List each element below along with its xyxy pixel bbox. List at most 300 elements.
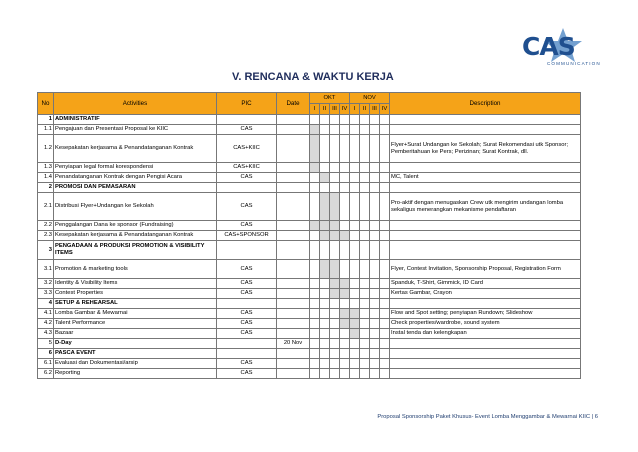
section-row xyxy=(38,349,581,359)
week-cell xyxy=(330,173,340,183)
section-title: PASCA EVENT xyxy=(54,349,217,359)
pic-cell xyxy=(217,241,277,260)
date-cell xyxy=(277,193,310,221)
week-header: IV xyxy=(380,104,390,115)
week-cell-active xyxy=(330,260,340,279)
week-cell xyxy=(370,329,380,339)
row-number: 5 xyxy=(38,339,54,349)
description-cell xyxy=(390,339,581,349)
week-cell-active xyxy=(330,279,340,289)
date-cell xyxy=(277,115,310,125)
table-row xyxy=(38,279,581,289)
section-heading: V. RENCANA & WAKTU KERJA xyxy=(232,71,394,83)
week-cell xyxy=(340,349,350,359)
week-cell xyxy=(310,359,320,369)
week-cell xyxy=(380,260,390,279)
week-cell xyxy=(360,193,370,221)
pic-cell: CAS xyxy=(217,359,277,369)
col-header-description: Description xyxy=(390,93,581,115)
week-cell xyxy=(310,241,320,260)
week-cell xyxy=(350,359,360,369)
week-cell xyxy=(360,289,370,299)
week-cell xyxy=(380,221,390,231)
week-cell xyxy=(380,349,390,359)
section-row xyxy=(38,183,581,193)
week-cell-active xyxy=(320,193,330,221)
table-row xyxy=(38,260,581,279)
week-cell xyxy=(320,163,330,173)
week-cell xyxy=(350,135,360,163)
week-cell xyxy=(340,339,350,349)
week-cell xyxy=(370,369,380,379)
brand-tagline: COMMUNICATION xyxy=(547,61,601,66)
week-cell xyxy=(370,359,380,369)
section-row xyxy=(38,299,581,309)
date-cell xyxy=(277,329,310,339)
week-cell xyxy=(360,319,370,329)
week-cell-active xyxy=(310,135,320,163)
week-cell xyxy=(370,115,380,125)
week-cell xyxy=(340,359,350,369)
date-cell xyxy=(277,289,310,299)
week-cell xyxy=(360,279,370,289)
date-cell xyxy=(277,163,310,173)
description-cell xyxy=(390,359,581,369)
week-cell xyxy=(350,163,360,173)
table-row xyxy=(38,231,581,241)
pic-cell: CAS xyxy=(217,319,277,329)
week-cell-active xyxy=(320,173,330,183)
row-number: 6.2 xyxy=(38,369,54,379)
table-row xyxy=(38,369,581,379)
week-cell xyxy=(370,183,380,193)
table-row xyxy=(38,173,581,183)
activity-cell: Kesepakatan kerjasama & Penandatanganan Kontrak xyxy=(54,231,217,241)
week-cell-active xyxy=(330,289,340,299)
week-cell xyxy=(330,359,340,369)
week-cell xyxy=(370,173,380,183)
week-cell xyxy=(360,125,370,135)
description-cell: Spanduk, T-Shirt, Gimmick, ID Card xyxy=(390,279,581,289)
week-cell xyxy=(340,369,350,379)
description-cell: Flow and Spot setting; penyiapan Rundown; Slideshow xyxy=(390,309,581,319)
date-cell xyxy=(277,135,310,163)
table-row xyxy=(38,359,581,369)
activity-cell: Penggalangan Dana ke sponsor (Fundraising) xyxy=(54,221,217,231)
week-cell-active xyxy=(310,221,320,231)
row-number: 4 xyxy=(38,299,54,309)
date-cell xyxy=(277,125,310,135)
week-cell xyxy=(360,359,370,369)
week-cell xyxy=(380,289,390,299)
date-cell xyxy=(277,260,310,279)
week-cell-active xyxy=(340,319,350,329)
pic-cell: CAS xyxy=(217,125,277,135)
pic-cell xyxy=(217,115,277,125)
activity-cell: Talent Performance xyxy=(54,319,217,329)
table-row xyxy=(38,339,581,349)
week-cell xyxy=(310,260,320,279)
description-cell: Flyer+Surat Undangan ke Sekolah; Surat Rekomendasi utk Sponsor; Pemberitahuan ke Pers; Perizinan; Surat Kontrak, dll. xyxy=(390,135,581,163)
row-number: 2.3 xyxy=(38,231,54,241)
date-cell: 20 Nov xyxy=(277,339,310,349)
week-cell xyxy=(360,309,370,319)
section-title: SETUP & REHEARSAL xyxy=(54,299,217,309)
week-header: III xyxy=(370,104,380,115)
week-cell xyxy=(310,115,320,125)
activity-cell: Distribusi Flyer+Undangan ke Sekolah xyxy=(54,193,217,221)
row-number: 4.2 xyxy=(38,319,54,329)
pic-cell: CAS xyxy=(217,279,277,289)
week-cell xyxy=(320,183,330,193)
pic-cell: CAS xyxy=(217,289,277,299)
week-cell xyxy=(350,241,360,260)
col-header-pic: PIC xyxy=(217,93,277,115)
week-cell xyxy=(350,221,360,231)
week-cell xyxy=(360,173,370,183)
week-cell-active xyxy=(350,329,360,339)
week-cell xyxy=(340,221,350,231)
week-cell-active xyxy=(310,125,320,135)
week-cell xyxy=(320,349,330,359)
table-row xyxy=(38,221,581,231)
week-cell xyxy=(380,241,390,260)
week-cell xyxy=(330,115,340,125)
week-cell xyxy=(380,115,390,125)
brand-logo: CAS xyxy=(522,32,575,61)
row-number: 3.1 xyxy=(38,260,54,279)
week-cell xyxy=(360,221,370,231)
table-row xyxy=(38,163,581,173)
week-cell xyxy=(330,135,340,163)
week-cell xyxy=(350,289,360,299)
activity-cell: Kesepakatan kerjasama & Penandatanganan Kontrak xyxy=(54,135,217,163)
date-cell xyxy=(277,319,310,329)
week-cell xyxy=(360,299,370,309)
table-row xyxy=(38,193,581,221)
section-row xyxy=(38,115,581,125)
week-cell xyxy=(330,163,340,173)
col-header-activities: Activities xyxy=(54,93,217,115)
pic-cell xyxy=(217,299,277,309)
week-cell xyxy=(350,125,360,135)
pic-cell: CAS xyxy=(217,260,277,279)
week-cell xyxy=(370,299,380,309)
description-cell xyxy=(390,115,581,125)
row-number: 1.4 xyxy=(38,173,54,183)
week-cell-active xyxy=(340,289,350,299)
activity-cell: Pengajuan dan Presentasi Proposal ke KIIC xyxy=(54,125,217,135)
date-cell xyxy=(277,279,310,289)
week-cell xyxy=(320,125,330,135)
week-cell xyxy=(350,349,360,359)
date-cell xyxy=(277,359,310,369)
week-cell xyxy=(350,299,360,309)
week-cell xyxy=(320,359,330,369)
activity-cell: Evaluasi dan Dokumentasi/arsip xyxy=(54,359,217,369)
week-cell xyxy=(350,183,360,193)
week-cell xyxy=(310,279,320,289)
week-cell xyxy=(380,231,390,241)
row-number: 1.2 xyxy=(38,135,54,163)
activity-cell: Reporting xyxy=(54,369,217,379)
week-cell xyxy=(360,369,370,379)
pic-cell: CAS xyxy=(217,369,277,379)
week-cell xyxy=(370,339,380,349)
week-cell-active xyxy=(340,279,350,289)
week-cell xyxy=(340,241,350,260)
week-cell xyxy=(320,289,330,299)
pic-cell: CAS xyxy=(217,329,277,339)
week-cell xyxy=(310,339,320,349)
week-cell xyxy=(360,183,370,193)
week-cell xyxy=(310,329,320,339)
week-cell-active xyxy=(340,309,350,319)
date-cell xyxy=(277,183,310,193)
week-cell xyxy=(360,231,370,241)
table-row xyxy=(38,319,581,329)
week-cell xyxy=(320,135,330,163)
week-cell xyxy=(330,309,340,319)
week-cell xyxy=(360,241,370,260)
week-cell xyxy=(370,231,380,241)
pic-cell: CAS+SPONSOR xyxy=(217,231,277,241)
date-cell xyxy=(277,173,310,183)
week-cell xyxy=(370,319,380,329)
week-cell xyxy=(310,349,320,359)
week-cell-active xyxy=(330,193,340,221)
page-footer: Proposal Sponsorship Paket Khusus- Event Lomba Menggambar & Mewarnai KIIC | 6 xyxy=(377,414,598,420)
week-cell xyxy=(380,183,390,193)
week-cell xyxy=(380,125,390,135)
week-cell xyxy=(360,163,370,173)
week-cell xyxy=(370,135,380,163)
week-cell xyxy=(320,115,330,125)
activity-cell: Bazaar xyxy=(54,329,217,339)
week-cell xyxy=(380,279,390,289)
week-cell xyxy=(350,369,360,379)
week-cell xyxy=(380,369,390,379)
week-cell xyxy=(370,125,380,135)
date-cell xyxy=(277,309,310,319)
description-cell xyxy=(390,163,581,173)
week-cell xyxy=(310,369,320,379)
description-cell xyxy=(390,349,581,359)
week-cell xyxy=(370,260,380,279)
week-cell xyxy=(370,241,380,260)
week-cell xyxy=(350,231,360,241)
row-number: 2 xyxy=(38,183,54,193)
week-cell xyxy=(340,173,350,183)
week-cell xyxy=(370,309,380,319)
week-cell xyxy=(310,319,320,329)
week-cell xyxy=(310,193,320,221)
pic-cell xyxy=(217,339,277,349)
week-cell xyxy=(310,299,320,309)
pic-cell xyxy=(217,183,277,193)
row-number: 2.2 xyxy=(38,221,54,231)
row-number: 6 xyxy=(38,349,54,359)
col-header-no: No xyxy=(38,93,54,115)
week-header: IV xyxy=(340,104,350,115)
description-cell xyxy=(390,299,581,309)
week-cell xyxy=(330,339,340,349)
date-cell xyxy=(277,349,310,359)
description-cell: Flyer, Contest Invitation, Sponsorship Proposal, Registration Form xyxy=(390,260,581,279)
activity-cell: Lomba Gambar & Mewarnai xyxy=(54,309,217,319)
section-title: PROMOSI DAN PEMASARAN xyxy=(54,183,217,193)
week-cell xyxy=(380,319,390,329)
activity-cell: Identity & Visibility Items xyxy=(54,279,217,289)
week-cell xyxy=(310,309,320,319)
col-header-month-nov: NOV xyxy=(350,93,390,104)
week-cell xyxy=(360,115,370,125)
description-cell: Kertas Gambar, Crayon xyxy=(390,289,581,299)
activity-cell: D-Day xyxy=(54,339,217,349)
week-cell xyxy=(320,299,330,309)
row-number: 6.1 xyxy=(38,359,54,369)
row-number: 4.1 xyxy=(38,309,54,319)
section-title: ADMINISTRATIF xyxy=(54,115,217,125)
week-header: II xyxy=(320,104,330,115)
week-cell-active xyxy=(320,260,330,279)
week-cell xyxy=(340,329,350,339)
week-cell xyxy=(380,163,390,173)
row-number: 1.1 xyxy=(38,125,54,135)
week-cell xyxy=(320,279,330,289)
week-cell xyxy=(370,279,380,289)
work-plan-table xyxy=(37,92,581,379)
description-cell xyxy=(390,221,581,231)
week-header: II xyxy=(360,104,370,115)
week-cell-active xyxy=(350,309,360,319)
date-cell xyxy=(277,221,310,231)
week-cell xyxy=(320,329,330,339)
pic-cell: CAS xyxy=(217,193,277,221)
section-title: PENGADAAN & PRODUKSI PROMOTION & VISIBILITY ITEMS xyxy=(54,241,217,260)
work-plan-body xyxy=(38,115,581,379)
week-cell xyxy=(350,339,360,349)
description-cell: MC, Talent xyxy=(390,173,581,183)
week-cell xyxy=(380,299,390,309)
week-cell-active xyxy=(310,163,320,173)
col-header-month-okt: OKT xyxy=(310,93,350,104)
activity-cell: Contest Properties xyxy=(54,289,217,299)
week-cell xyxy=(330,183,340,193)
week-cell xyxy=(380,173,390,183)
description-cell: Pro-aktif dengan menugaskan Crew utk mengirim undangan lomba sekaligus menerangkan mekanisme pendaftaran xyxy=(390,193,581,221)
week-cell xyxy=(320,369,330,379)
description-cell xyxy=(390,125,581,135)
week-cell xyxy=(360,260,370,279)
week-cell xyxy=(350,279,360,289)
week-cell xyxy=(310,173,320,183)
week-cell xyxy=(340,125,350,135)
date-cell xyxy=(277,231,310,241)
week-cell xyxy=(340,163,350,173)
week-cell xyxy=(370,193,380,221)
week-cell xyxy=(330,299,340,309)
week-cell-active xyxy=(320,221,330,231)
pic-cell xyxy=(217,349,277,359)
week-cell xyxy=(320,319,330,329)
activity-cell: Penyiapan legal formal korespondensi xyxy=(54,163,217,173)
week-cell xyxy=(360,329,370,339)
activity-cell: Promotion & marketing tools xyxy=(54,260,217,279)
description-cell: Check properties/wardrobe, sound system xyxy=(390,319,581,329)
date-cell xyxy=(277,299,310,309)
pic-cell: CAS xyxy=(217,173,277,183)
week-cell xyxy=(330,125,340,135)
description-cell xyxy=(390,231,581,241)
pic-cell: CAS xyxy=(217,221,277,231)
table-row xyxy=(38,289,581,299)
week-cell xyxy=(380,309,390,319)
row-number: 3.2 xyxy=(38,279,54,289)
week-header: III xyxy=(330,104,340,115)
week-cell xyxy=(350,260,360,279)
week-cell xyxy=(340,299,350,309)
week-cell xyxy=(380,329,390,339)
week-cell xyxy=(360,349,370,359)
pic-cell: CAS xyxy=(217,309,277,319)
pic-cell: CAS+KIIC xyxy=(217,163,277,173)
week-cell xyxy=(330,329,340,339)
week-cell xyxy=(380,135,390,163)
week-cell xyxy=(340,115,350,125)
week-cell xyxy=(360,135,370,163)
table-row xyxy=(38,125,581,135)
week-cell xyxy=(310,231,320,241)
week-cell xyxy=(360,339,370,349)
week-cell xyxy=(340,183,350,193)
row-number: 4.3 xyxy=(38,329,54,339)
week-cell xyxy=(350,193,360,221)
week-cell xyxy=(380,339,390,349)
table-row xyxy=(38,329,581,339)
date-cell xyxy=(277,241,310,260)
row-number: 1.3 xyxy=(38,163,54,173)
week-cell xyxy=(370,289,380,299)
week-cell xyxy=(350,115,360,125)
week-cell xyxy=(340,260,350,279)
row-number: 3 xyxy=(38,241,54,260)
week-cell-active xyxy=(340,231,350,241)
week-cell xyxy=(370,163,380,173)
week-cell xyxy=(340,193,350,221)
table-row xyxy=(38,135,581,163)
pic-cell: CAS+KIIC xyxy=(217,135,277,163)
week-cell xyxy=(320,309,330,319)
week-cell xyxy=(380,359,390,369)
week-cell xyxy=(320,241,330,260)
date-cell xyxy=(277,369,310,379)
description-cell xyxy=(390,241,581,260)
row-number: 1 xyxy=(38,115,54,125)
description-cell: Instal tenda dan kelengkapan xyxy=(390,329,581,339)
week-cell xyxy=(380,193,390,221)
week-cell xyxy=(340,135,350,163)
week-cell xyxy=(330,319,340,329)
description-cell xyxy=(390,183,581,193)
description-cell xyxy=(390,369,581,379)
week-cell xyxy=(320,339,330,349)
week-cell-active xyxy=(320,231,330,241)
week-cell-active xyxy=(330,221,340,231)
activity-cell: Penandatanganan Kontrak dengan Pengisi Acara xyxy=(54,173,217,183)
week-header: I xyxy=(310,104,320,115)
col-header-date: Date xyxy=(277,93,310,115)
